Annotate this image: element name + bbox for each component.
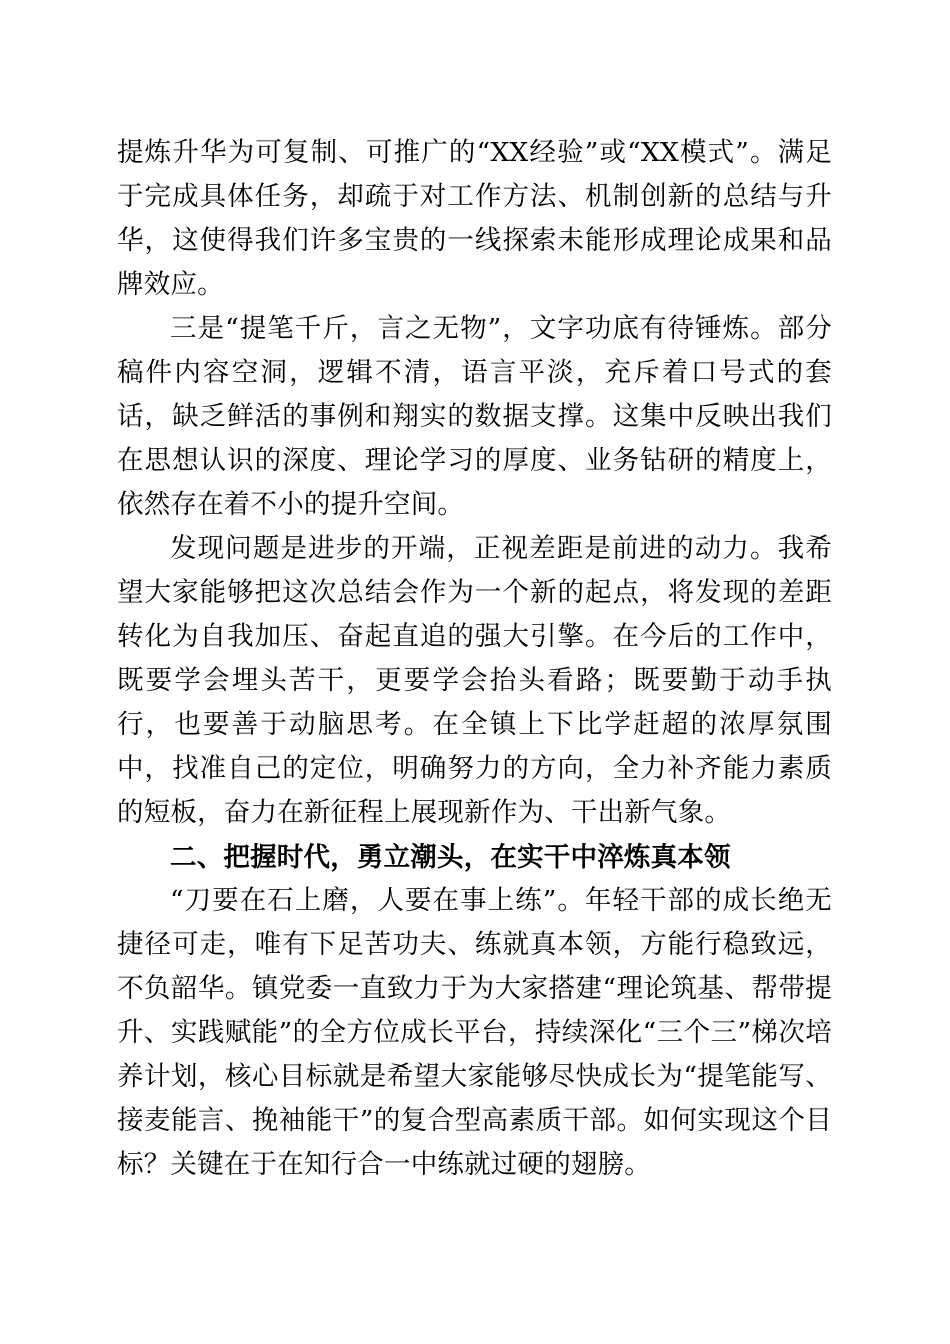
section-heading-two: 二、把握时代，勇立潮头，在实干中淬炼真本领 (170, 842, 731, 872)
paragraph-san-shi: 三是“提笔千斤，言之无物”，文字功底有待锤炼。部分稿件内容空洞，逻辑不清，语言平淡，充斥着口号式的套话，缺乏鲜活的事例和翔实的数据支撑。这集中反映出我们在思想认识的深度、理论学习的厚度、业务钻研的精度上，依然存在着不小的提升空间。 (117, 313, 832, 520)
document-body (117, 131, 832, 1187)
paragraph-daoyao-zaishishangmo: “刀要在石上磨，人要在事上练”。年轻干部的成长绝无捷径可走，唯有下足苦功夫、练就真本领，方能行稳致远，不负韶华。镇党委一直致力于为大家搭建“理论筑基、帮带提升、实践赋能”的全方位成长平台，持续深化“三个三”梯次培养计划，核心目标就是希望大家能够尽快成长为“提笔能写、接麦能言、挽袖能干”的复合型高素质干部。如何实现这个目标？关键在于在知行合一中练就过硬的翅膀。 (117, 885, 832, 1180)
paragraph-continued: 提炼升华为可复制、可推广的“XX经验”或“XX模式”。满足于完成具体任务，却疏于对工作方法、机制创新的总结与升华，这使得我们许多宝贵的一线探索未能形成理论成果和品牌效应。 (117, 137, 832, 300)
paragraph-faxian-wenti: 发现问题是进步的开端，正视差距是前进的动力。我希望大家能够把这次总结会作为一个新的起点，将发现的差距转化为自我加压、奋起直追的强大引擎。在今后的工作中，既要学会埋头苦干，更要学会抬头看路；既要勤于动手执行，也要善于动脑思考。在全镇上下比学赶超的浓厚氛围中，找准自己的定位，明确努力的方向，全力补齐能力素质的短板，奋力在新征程上展现新作为、干出新气象。 (117, 533, 832, 828)
